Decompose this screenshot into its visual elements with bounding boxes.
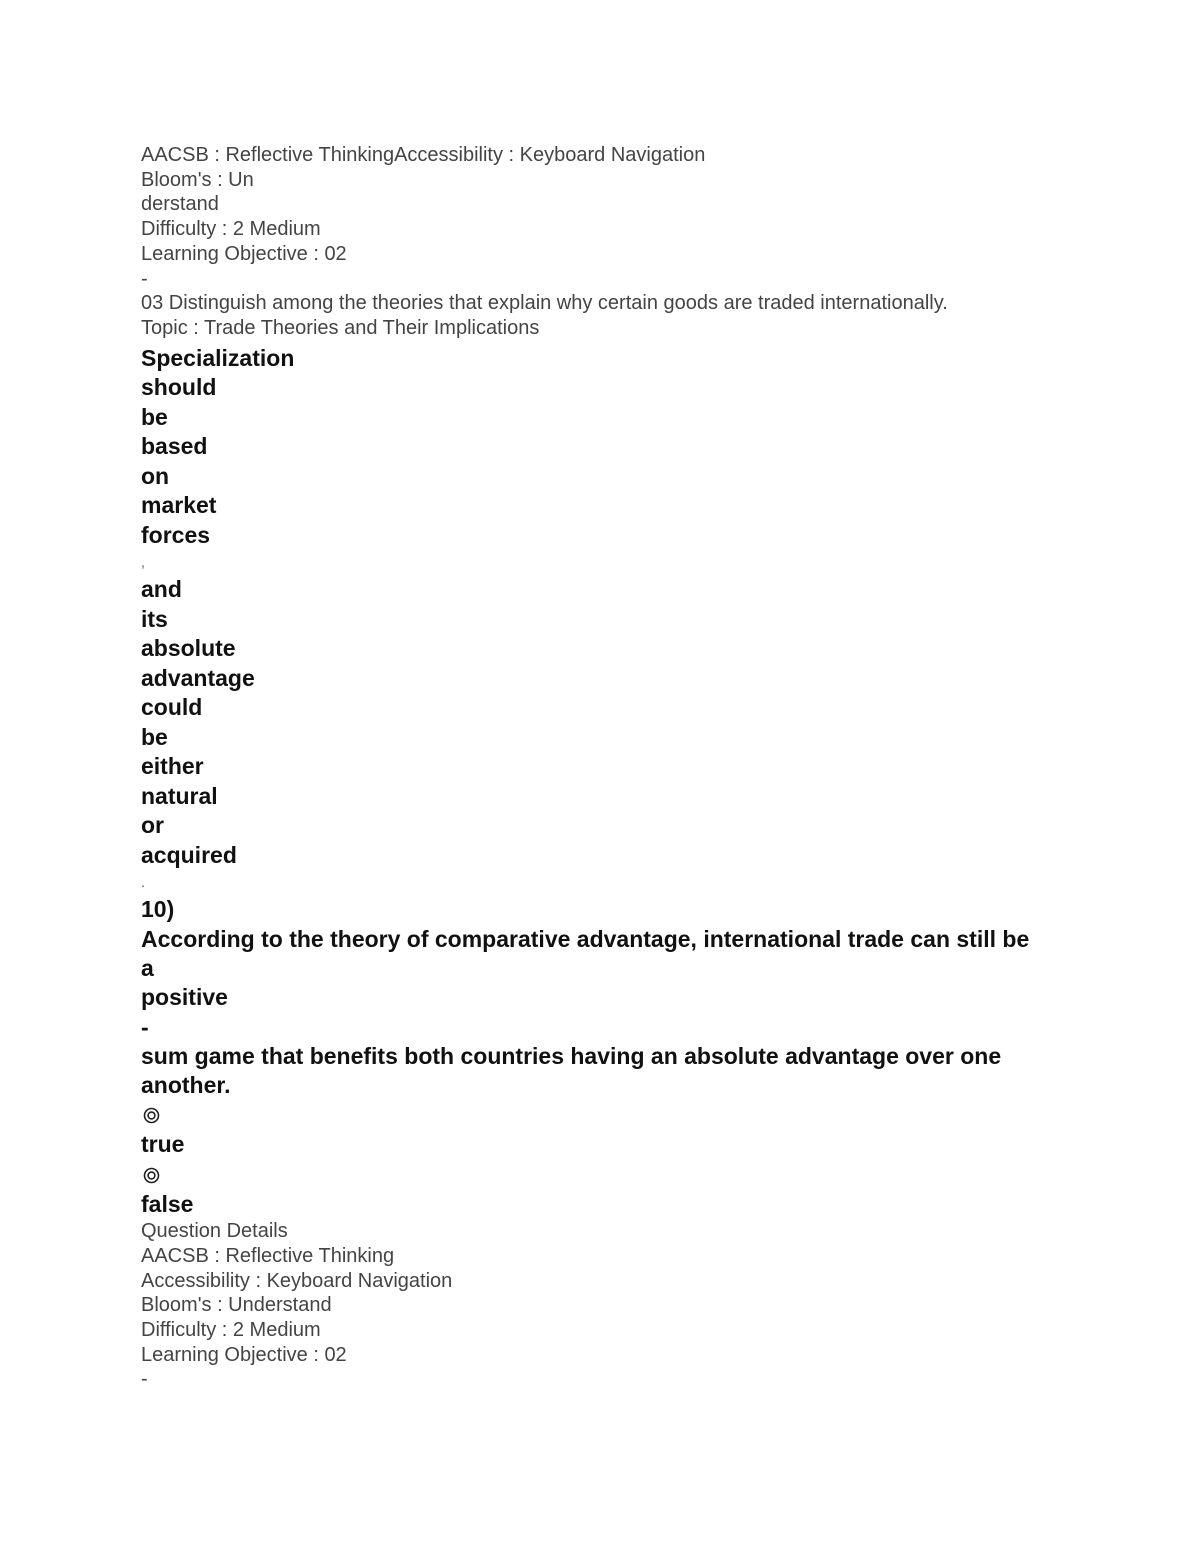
explanation-word: market [141,492,217,519]
document-page [141,143,1071,1392]
option-label: true [141,1131,185,1158]
explanation-comma: , [141,554,145,571]
question-text-line: a [141,954,154,981]
aacsb-line: AACSB : Reflective Thinking [141,1244,395,1267]
explanation-word: be [141,723,168,750]
question-text-line: sum game that benefits both countries having an absolute advantage over one another. [141,1043,1002,1099]
explanation-word: either [141,753,204,780]
topic-line: Topic : Trade Theories and Their Implications [141,316,540,339]
explanation-word: natural [141,782,218,809]
explanation-word: absolute [141,635,236,662]
objective-dash: - [141,267,148,290]
learning-objective-line: Learning Objective : 02 [141,1343,347,1366]
question-details-heading: Question Details [141,1220,288,1243]
radio-button-icon[interactable] [141,1100,163,1130]
explanation-word: or [141,812,164,839]
explanation-word: should [141,374,217,401]
question-block [141,895,1071,1219]
objective-dash: - [141,1368,148,1391]
answer-option-false[interactable] [141,1160,1071,1220]
explanation-word: advantage [141,664,255,691]
question-number: 10) [141,896,175,923]
radio-button-icon[interactable] [141,1160,163,1190]
objective-text: 03 Distinguish among the theories that explain why certain goods are traded internationally. [141,292,948,315]
explanation-word: forces [141,521,211,548]
question-details [141,1219,1071,1392]
answer-option-true[interactable] [141,1100,1071,1160]
question-text-line: According to the theory of comparative advantage, international trade can still be [141,925,1030,952]
explanation-word: on [141,462,170,489]
difficulty-line: Difficulty : 2 Medium [141,1318,321,1341]
answer-explanation [141,344,1071,896]
option-label: false [141,1190,194,1217]
explanation-word: Specialization [141,344,295,371]
question-text-dash: - [141,1013,149,1040]
blooms-line: Bloom's : Understand [141,1294,332,1317]
question-text-line: positive [141,984,228,1011]
aacsb-accessibility-line: AACSB : Reflective ThinkingAccessibility : Keyboard Navigation [141,144,706,166]
difficulty-line: Difficulty : 2 Medium [141,218,321,241]
explanation-word: acquired [141,841,237,868]
explanation-word: and [141,576,182,603]
explanation-word: based [141,433,208,460]
explanation-period: . [141,874,145,891]
explanation-word: could [141,694,203,721]
blooms-line-part1: Bloom's : Un [141,168,254,191]
accessibility-line: Accessibility : Keyboard Navigation [141,1269,453,1292]
explanation-word: be [141,403,168,430]
blooms-line-part2: derstand [141,193,219,216]
learning-objective-line: Learning Objective : 02 [141,242,347,265]
top-question-details [141,143,1071,341]
explanation-word: its [141,605,168,632]
